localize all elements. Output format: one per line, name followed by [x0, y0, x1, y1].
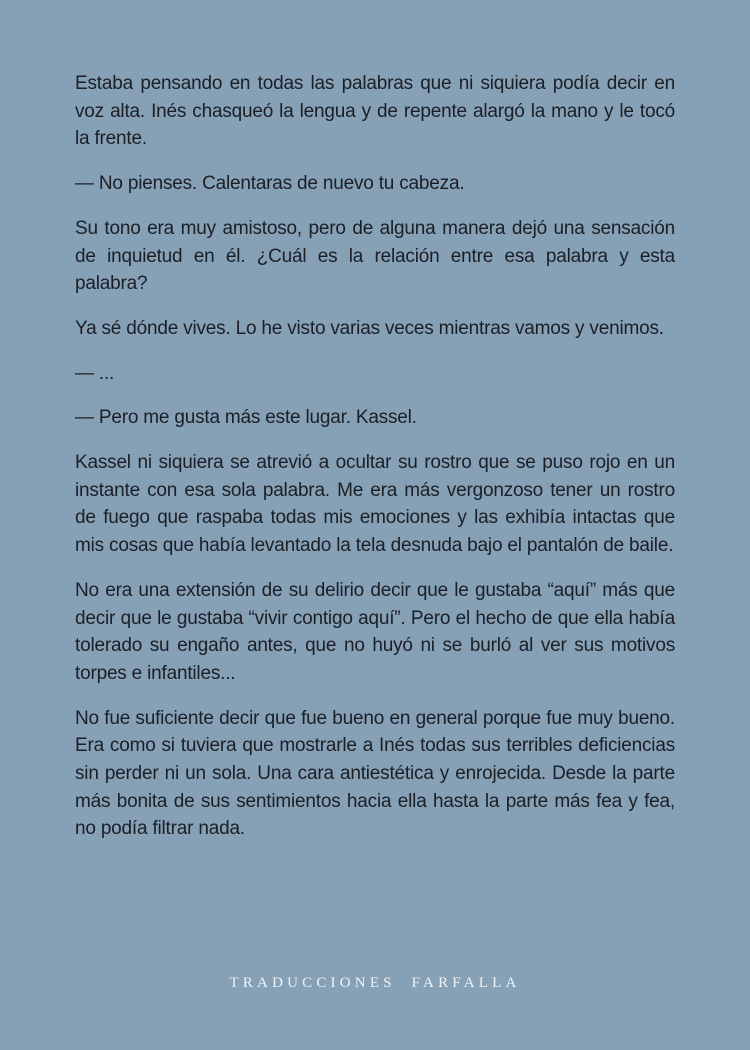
- paragraph: Ya sé dónde vives. Lo he visto varias veces mientras vamos y venimos.: [75, 317, 664, 339]
- paragraph: Kassel ni siquiera se atrevió a ocultar su rostro que se puso rojo en un instante con esa sola palabra. Me era más vergonzoso tener un rostro de fuego que raspaba todas mis emociones y las exhibía intactas que mis cosas que había levantado la tela desnuda bajo el pantalón de baile.: [75, 452, 675, 557]
- page-body: [75, 70, 675, 860]
- dialogue-line: — Pero me gusta más este lugar. Kassel.: [75, 407, 417, 429]
- dialogue-line: — ...: [75, 362, 115, 384]
- footer-credit: TRADUCCIONES FARFALLA: [229, 975, 521, 991]
- paragraph: Su tono era muy amistoso, pero de alguna manera dejó una sensación de inquietud en él. ¿Cuál es la relación entre esa palabra y esta palabra?: [75, 217, 675, 295]
- dialogue-line: — No pienses. Calentaras de nuevo tu cabeza.: [75, 173, 465, 195]
- paragraph: No fue suficiente decir que fue bueno en general porque fue muy bueno. Era como si tuviera que mostrarle a Inés todas sus terribles deficiencias sin perder ni un sola. Una cara antiestética y enrojecida. Desde la parte más bonita de sus sentimientos hacia ella hasta la parte más fea y fea, no podía filtrar nada.: [75, 707, 675, 840]
- paragraph: Estaba pensando en todas las palabras que ni siquiera podía decir en voz alta. Inés chasqueó la lengua y de repente alargó la mano y le tocó la frente.: [75, 73, 675, 150]
- paragraph: No era una extensión de su delirio decir que le gustaba “aquí” más que decir que le gustaba “vivir contigo aquí”. Pero el hecho de que ella había tolerado su engaño antes, que no huyó ni se burló al ver sus motivos torpes e infantiles...: [75, 579, 675, 684]
